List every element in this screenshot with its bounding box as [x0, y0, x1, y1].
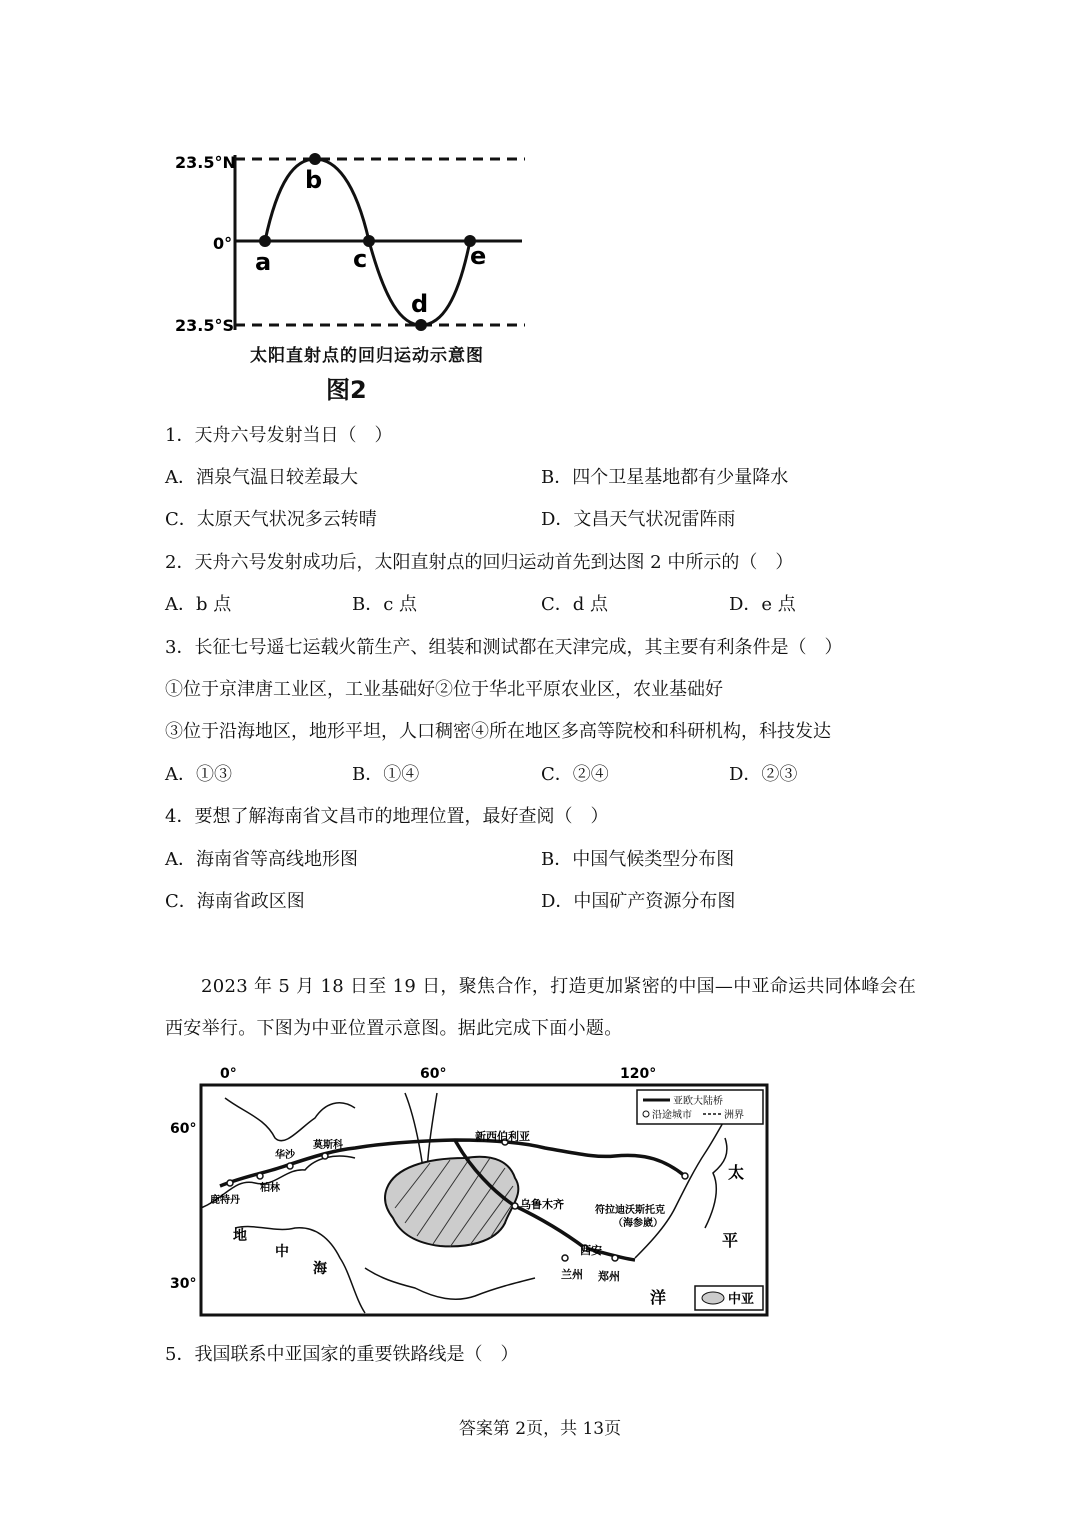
- city-warsaw: 华沙: [275, 1150, 295, 1161]
- question-4-option-c: C．海南省政区图: [165, 891, 305, 912]
- legend-city-marker: [643, 1111, 649, 1117]
- lon-120-label: 120°: [620, 1066, 657, 1082]
- city-rotterdam: 鹿特丹: [210, 1195, 240, 1206]
- legend-city-label: 沿途城市: [652, 1110, 692, 1121]
- ocean-char-2: 平: [722, 1231, 739, 1250]
- legend-railway-label: 亚欧大陆桥: [673, 1096, 723, 1107]
- question-4-option-b: B．中国气候类型分布图: [541, 849, 735, 870]
- label-23-5-n: 23.5°N: [175, 153, 236, 172]
- passage-line-1: 2023 年 5 月 18 日至 19 日，聚焦合作，打造更加紧密的中国—中亚命运共同体峰会在: [201, 976, 917, 997]
- city-xian: 西安: [580, 1244, 602, 1257]
- question-3-statement-2: ③位于沿海地区，地形平坦，人口稠密④所在地区多高等院校和科研机构，科技发达: [165, 721, 831, 742]
- label-c: c: [353, 245, 368, 273]
- city-haishenwai: （海参崴）: [613, 1218, 663, 1229]
- question-4-option-a: A．海南省等高线地形图: [165, 849, 358, 870]
- label-e: e: [470, 242, 487, 270]
- point-a: [259, 235, 271, 247]
- question-4-stem: 4．要想了解海南省文昌市的地理位置，最好查阅（ ）: [165, 806, 609, 827]
- region-legend-label: 中亚: [728, 1292, 755, 1307]
- lat-30-label: 30°: [170, 1276, 197, 1292]
- city-zhengzhou: 郑州: [598, 1270, 620, 1283]
- passage-line-2: 西安举行。下图为中亚位置示意图。据此完成下面小题。: [165, 1018, 623, 1039]
- sea-char-1: 地: [233, 1228, 247, 1244]
- ocean-char-1: 太: [728, 1163, 745, 1182]
- point-b: [309, 153, 321, 165]
- city-berlin: 柏林: [260, 1183, 280, 1194]
- page-footer: 答案第 2页，共 13页: [458, 1419, 622, 1439]
- question-3-option-d: D．②③: [729, 764, 798, 785]
- question-2-option-c: C．d 点: [541, 594, 609, 615]
- figure2-caption: 太阳直射点的回归运动示意图: [250, 346, 484, 366]
- question-3-statement-1: ①位于京津唐工业区，工业基础好②位于华北平原农业区，农业基础好: [165, 679, 723, 700]
- central-asia-map: [165, 1058, 775, 1323]
- question-1-option-c: C．太原天气状况多云转晴: [165, 509, 377, 530]
- question-3-option-b: B．①④: [352, 764, 420, 785]
- question-2-option-a: A．b 点: [165, 594, 232, 615]
- question-1-option-d: D．文昌天气状况雷阵雨: [541, 509, 736, 530]
- question-2-option-b: B．c 点: [352, 594, 418, 615]
- question-3-stem: 3．长征七号遥七运载火箭生产、组装和测试都在天津完成，其主要有利条件是（ ）: [165, 637, 843, 658]
- city-vladivostok: 符拉迪沃斯托克: [595, 1205, 665, 1216]
- lon-60-label: 60°: [420, 1066, 447, 1082]
- label-b: b: [305, 166, 323, 194]
- question-3-option-c: C．②④: [541, 764, 609, 785]
- city-lanzhou: 兰州: [561, 1268, 583, 1281]
- lat-60-label: 60°: [170, 1121, 197, 1137]
- label-a: a: [255, 248, 272, 276]
- city-urumqi: 乌鲁木齐: [520, 1198, 564, 1211]
- question-1-option-a: A．酒泉气温日较差最大: [165, 467, 358, 488]
- sea-char-2: 中: [275, 1244, 289, 1260]
- central-asia-region: [385, 1157, 518, 1247]
- question-1-option-b: B．四个卫星基地都有少量降水: [541, 467, 789, 488]
- legend-boundary-label: 洲界: [724, 1110, 744, 1121]
- label-0: 0°: [213, 234, 233, 253]
- question-1-stem: 1．天舟六号发射当日（ ）: [165, 425, 393, 446]
- ocean-char-3: 洋: [650, 1288, 667, 1307]
- label-23-5-s: 23.5°S: [175, 316, 234, 335]
- question-4-option-d: D．中国矿产资源分布图: [541, 891, 736, 912]
- lon-0-label: 0°: [220, 1066, 237, 1082]
- region-legend-swatch: [702, 1292, 724, 1304]
- question-2-stem: 2．天舟六号发射成功后，太阳直射点的回归运动首先到达图 2 中所示的（ ）: [165, 552, 794, 573]
- question-5-stem: 5．我国联系中亚国家的重要铁路线是（ ）: [165, 1344, 519, 1365]
- label-d: d: [411, 290, 429, 318]
- question-2-option-d: D．e 点: [729, 594, 796, 615]
- point-d: [415, 319, 427, 331]
- figure2-label: 图2: [326, 376, 367, 404]
- city-moscow: 莫斯科: [313, 1140, 343, 1151]
- sea-char-3: 海: [313, 1261, 327, 1277]
- city-novosibirsk: 新西伯利亚: [475, 1130, 530, 1143]
- question-3-option-a: A．①③: [165, 764, 232, 785]
